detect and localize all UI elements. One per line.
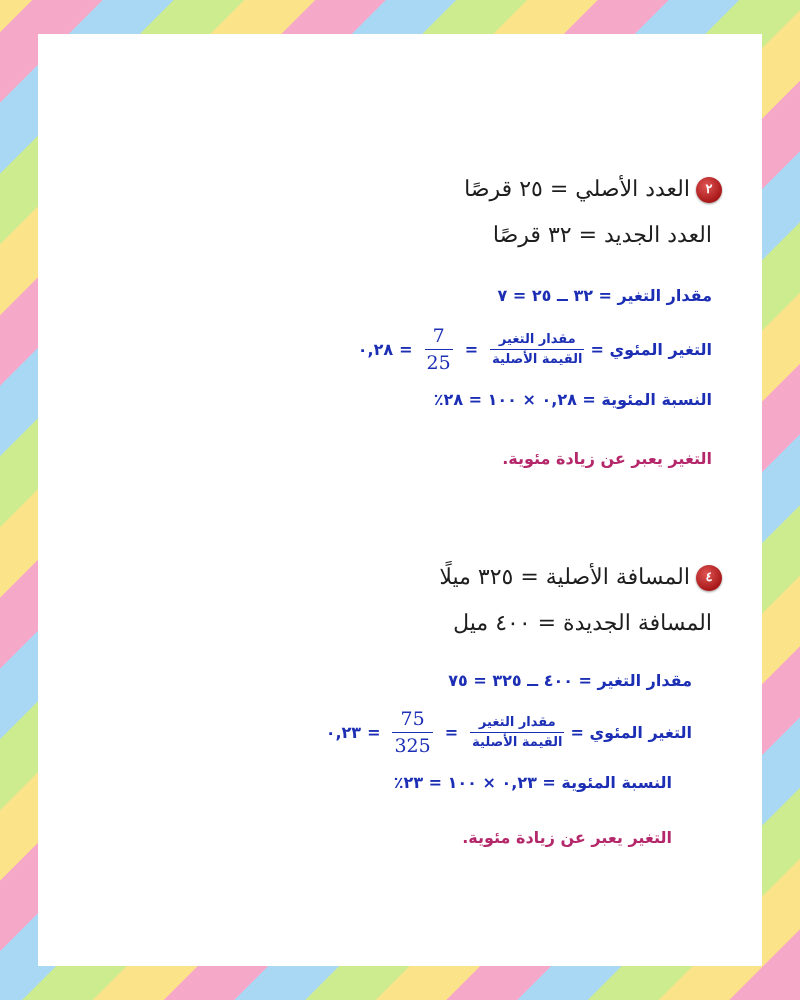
conclusion-text: التغير يعبر عن زيادة مئوية. [462, 828, 672, 847]
conclusion-line [358, 449, 722, 468]
equals-sign: = [399, 340, 413, 359]
numeric-fraction [392, 708, 432, 757]
equals-sign: = [464, 340, 479, 359]
decimal-result: ٠,٢٨ [357, 340, 394, 359]
original-value-text: المسافة الأصلية = ٣٢٥ ميلًا [439, 565, 690, 590]
word-fraction-numerator: مقدار التغير [478, 715, 556, 730]
percent-calc-line [326, 773, 722, 792]
problem-2 [358, 167, 722, 468]
numeric-fraction-numerator: 7 [432, 325, 445, 347]
numeric-fraction-denominator: 25 [426, 352, 451, 374]
numeric-fraction [425, 325, 453, 374]
problem-number-badge: ٢ [696, 177, 722, 203]
change-amount-line [358, 286, 722, 305]
new-value-text: المسافة الجديدة = ٤٠٠ ميل [453, 611, 712, 636]
problem-4 [326, 555, 722, 847]
percent-change-label: التغير المئوي = [570, 723, 692, 742]
percent-change-label: التغير المئوي = [590, 340, 712, 359]
word-fraction [470, 715, 564, 750]
percent-calc-text: النسبة المئوية = ٠,٢٨ × ١٠٠ = ٢٨٪ [433, 390, 712, 409]
new-value-text: العدد الجديد = ٣٢ قرصًا [492, 223, 712, 248]
original-value-line [358, 167, 722, 213]
equals-sign: = [444, 723, 459, 742]
new-value-line [326, 601, 722, 647]
conclusion-text: التغير يعبر عن زيادة مئوية. [502, 449, 712, 468]
original-value-text: العدد الأصلي = ٢٥ قرصًا [464, 177, 690, 202]
worksheet-page [38, 34, 762, 966]
word-fraction-numerator: مقدار التغير [498, 332, 576, 347]
equals-sign: = [367, 723, 381, 742]
change-amount-text: مقدار التغير = ٣٢ ــ ٢٥ = ٧ [497, 286, 712, 305]
percent-calc-line [358, 390, 722, 409]
conclusion-line [326, 828, 722, 847]
change-amount-line [326, 671, 722, 690]
original-value-line [326, 555, 722, 601]
decimal-result: ٠,٢٣ [325, 723, 362, 742]
problem-number-badge: ٤ [696, 565, 722, 591]
percent-change-line [326, 708, 722, 757]
new-value-line [358, 213, 722, 259]
numeric-fraction-denominator: 325 [394, 735, 431, 757]
numeric-fraction-numerator: 75 [400, 708, 425, 730]
word-fraction-denominator: القيمة الأصلية [472, 735, 563, 750]
percent-calc-text: النسبة المئوية = ٠,٢٣ × ١٠٠ = ٢٣٪ [393, 773, 672, 792]
word-fraction-denominator: القيمة الأصلية [492, 352, 583, 367]
word-fraction [490, 332, 584, 367]
change-amount-text: مقدار التغير = ٤٠٠ ــ ٣٢٥ = ٧٥ [448, 671, 692, 690]
percent-change-line [358, 325, 722, 374]
